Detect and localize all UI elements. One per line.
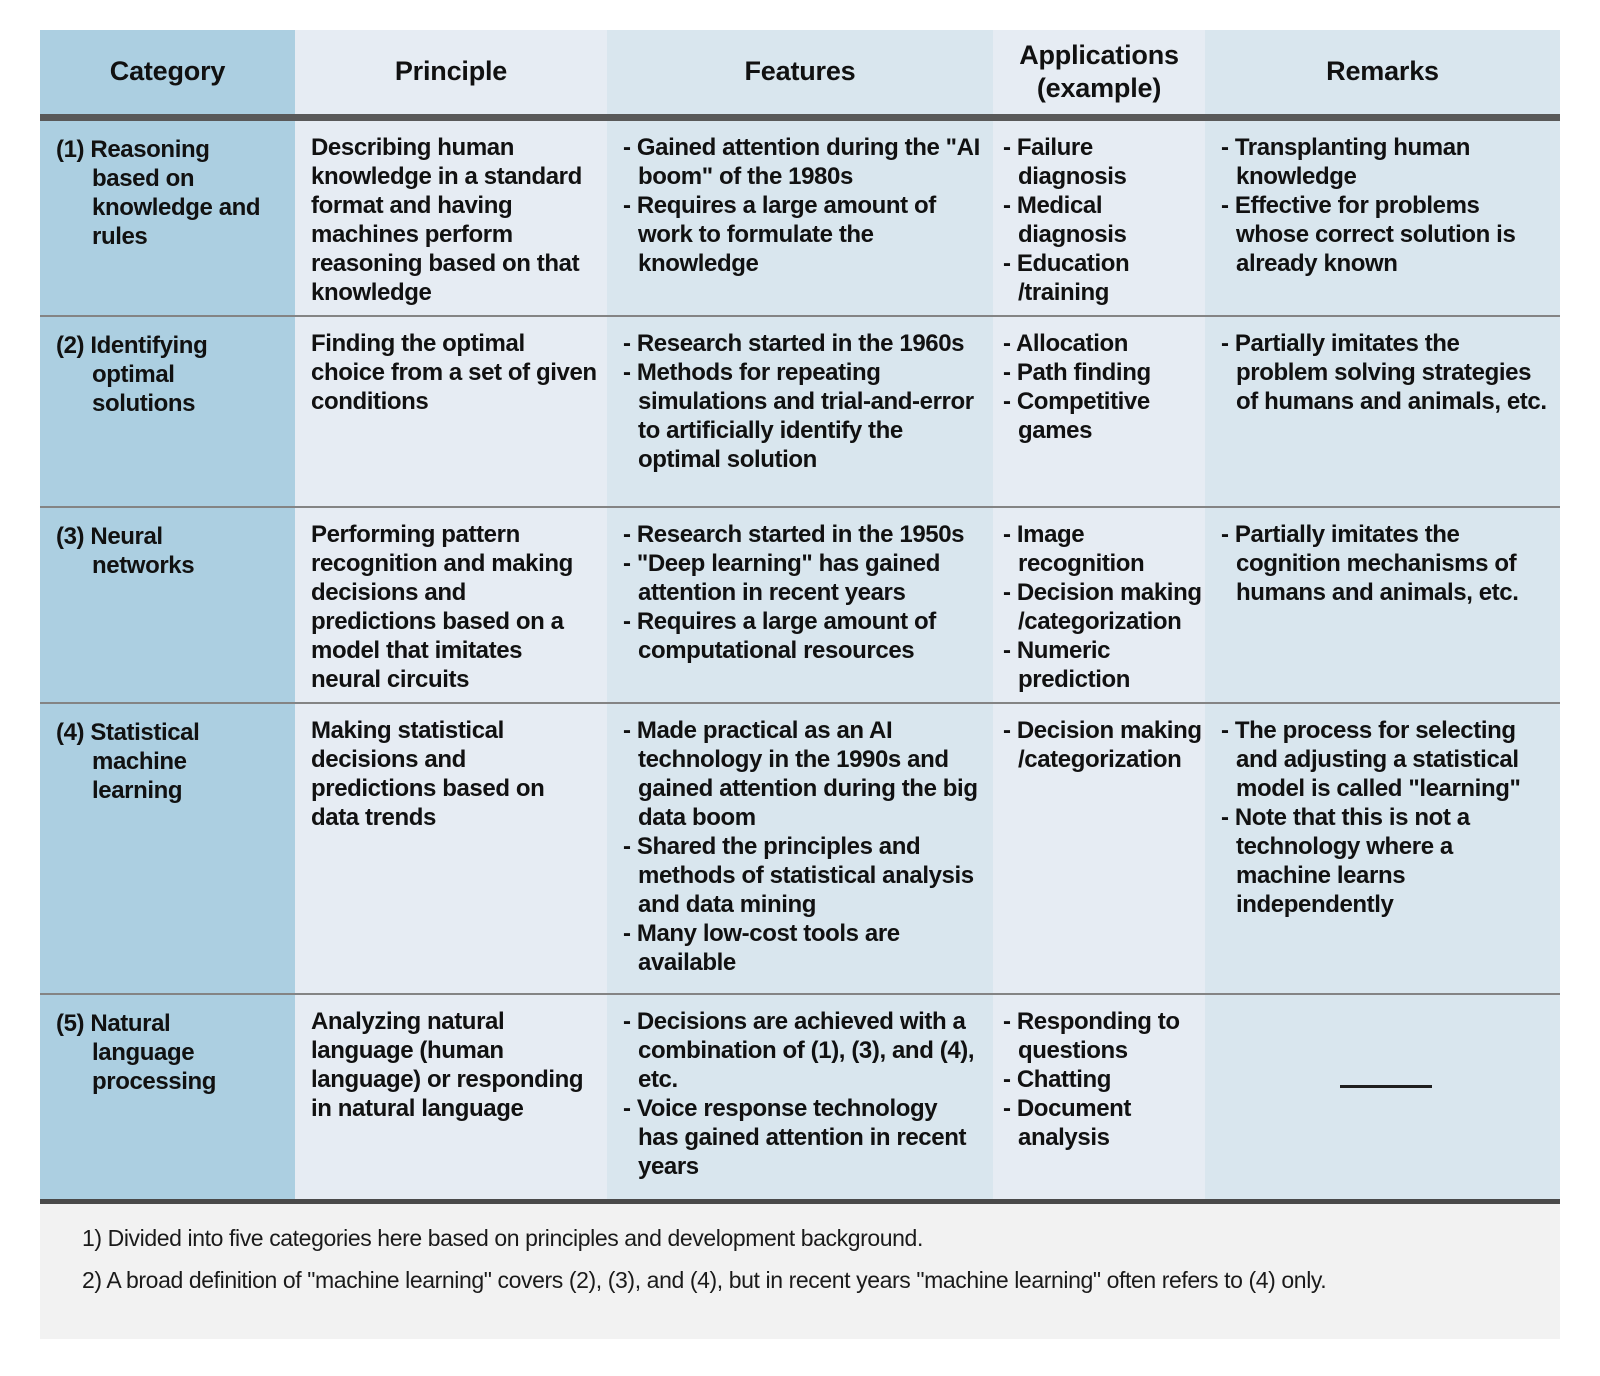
bullet-item: - Document analysis [1003,1094,1203,1152]
category-cell [40,316,295,507]
applications-cell [993,507,1205,703]
features-cell [607,994,993,1202]
bullet-item: - Research started in the 1950s [623,520,983,549]
bullet-item: - Decisions are achieved with a combination of (1), (3), and (4), etc. [623,1007,983,1094]
bullet-item: - Transplanting human knowledge [1221,133,1550,191]
remarks-cell [1205,507,1560,703]
bullet-item: - Gained attention during the "AI boom" of the 1980s [623,133,983,191]
bullet-item: - Competitive games [1003,387,1203,445]
bullet-item: - Requires a large amount of computational resources [623,607,983,665]
bullet-item: - Responding to questions [1003,1007,1203,1065]
principle-cell [295,994,607,1202]
applications-cell [993,703,1205,994]
features-cell [607,507,993,703]
bullet-item: - Research started in the 1960s [623,329,983,358]
bullet-item: - Methods for repeating simulations and trial-and-error to artificially identify the optimal solution [623,358,983,474]
table-header [40,30,1560,117]
category-label: (5) Natural language processing [56,1009,217,1095]
principle-text: Analyzing natural language (human language) or responding in natural language [311,1007,584,1122]
table-row-nlp [40,994,1560,1202]
applications-cell [993,316,1205,507]
footnotes [40,1204,1560,1339]
header-remarks: Remarks [1205,30,1560,117]
bullet-item: - Shared the principles and methods of statistical analysis and data mining [623,832,983,919]
header-category: Category [40,30,295,117]
ai-categories-document [40,30,1560,1339]
features-cell [607,703,993,994]
features-cell [607,117,993,316]
bullet-item: - "Deep learning" has gained attention in recent years [623,549,983,607]
ai-technology-categories-table [40,30,1560,1204]
bullet-item: - Path finding [1003,358,1203,387]
bullet-item: - Education /training [1003,249,1203,307]
bullet-item: - Voice response technology has gained attention in recent years [623,1094,983,1181]
category-label: (3) Neural networks [56,522,195,579]
principle-text: Describing human knowledge in a standard format and having machines perform reasoning based on that knowledge [311,133,582,306]
header-principle: Principle [295,30,607,117]
principle-text: Making statistical decisions and predictions based on data trends [311,716,545,831]
table-row-optimal-solutions [40,316,1560,507]
bullet-item: - Partially imitates the problem solving strategies of humans and animals, etc. [1221,329,1550,416]
category-label: (4) Statistical machine learning [56,718,200,804]
header-row [40,30,1560,117]
remarks-cell [1205,316,1560,507]
features-cell [607,316,993,507]
category-label: (2) Identifying optimal solutions [56,331,208,417]
bullet-item: - The process for selecting and adjusting a statistical model is called "learning" [1221,716,1550,803]
category-cell [40,507,295,703]
bullet-item: - Many low-cost tools are available [623,919,983,977]
header-applications: Applications (example) [993,30,1205,117]
remarks-cell [1205,994,1560,1202]
bullet-item: - Note that this is not a technology where a machine learns independently [1221,803,1550,919]
bullet-item: - Partially imitates the cognition mechanisms of humans and animals, etc. [1221,520,1550,607]
remarks-cell [1205,117,1560,316]
table-row-reasoning [40,117,1560,316]
category-cell [40,117,295,316]
bullet-item: - Effective for problems whose correct solution is already known [1221,191,1550,278]
principle-cell [295,316,607,507]
remarks-cell [1205,703,1560,994]
principle-cell [295,703,607,994]
applications-cell [993,117,1205,316]
bullet-item: - Image recognition [1003,520,1203,578]
category-label: (1) Reasoning based on knowledge and rules [56,135,261,250]
bullet-item: - Allocation [1003,329,1203,358]
bullet-item: - Made practical as an AI technology in the 1990s and gained attention during the big data boom [623,716,983,832]
table-row-statistical-ml [40,703,1560,994]
principle-cell [295,507,607,703]
bullet-item: - Failure diagnosis [1003,133,1203,191]
footnote-2: 2) A broad definition of "machine learning" covers (2), (3), and (4), but in recent years "machine learning" often refers to (4) only. [82,1267,1327,1293]
applications-cell [993,994,1205,1202]
category-cell [40,994,295,1202]
bullet-item: - Decision making /categorization [1003,716,1203,774]
principle-cell [295,117,607,316]
bullet-item: - Medical diagnosis [1003,191,1203,249]
table-row-neural-networks [40,507,1560,703]
bullet-item: - Requires a large amount of work to formulate the knowledge [623,191,983,278]
principle-text: Performing pattern recognition and making decisions and predictions based on a model that imitates neural circuits [311,520,573,693]
empty-remarks-dash [1340,1085,1432,1088]
principle-text: Finding the optimal choice from a set of given conditions [311,329,597,415]
bullet-item: - Decision making /categorization [1003,578,1203,636]
category-cell [40,703,295,994]
bullet-item: - Numeric prediction [1003,636,1203,694]
footnote-1: 1) Divided into five categories here based on principles and development background. [82,1225,923,1251]
bullet-item: - Chatting [1003,1065,1203,1094]
header-features: Features [607,30,993,117]
